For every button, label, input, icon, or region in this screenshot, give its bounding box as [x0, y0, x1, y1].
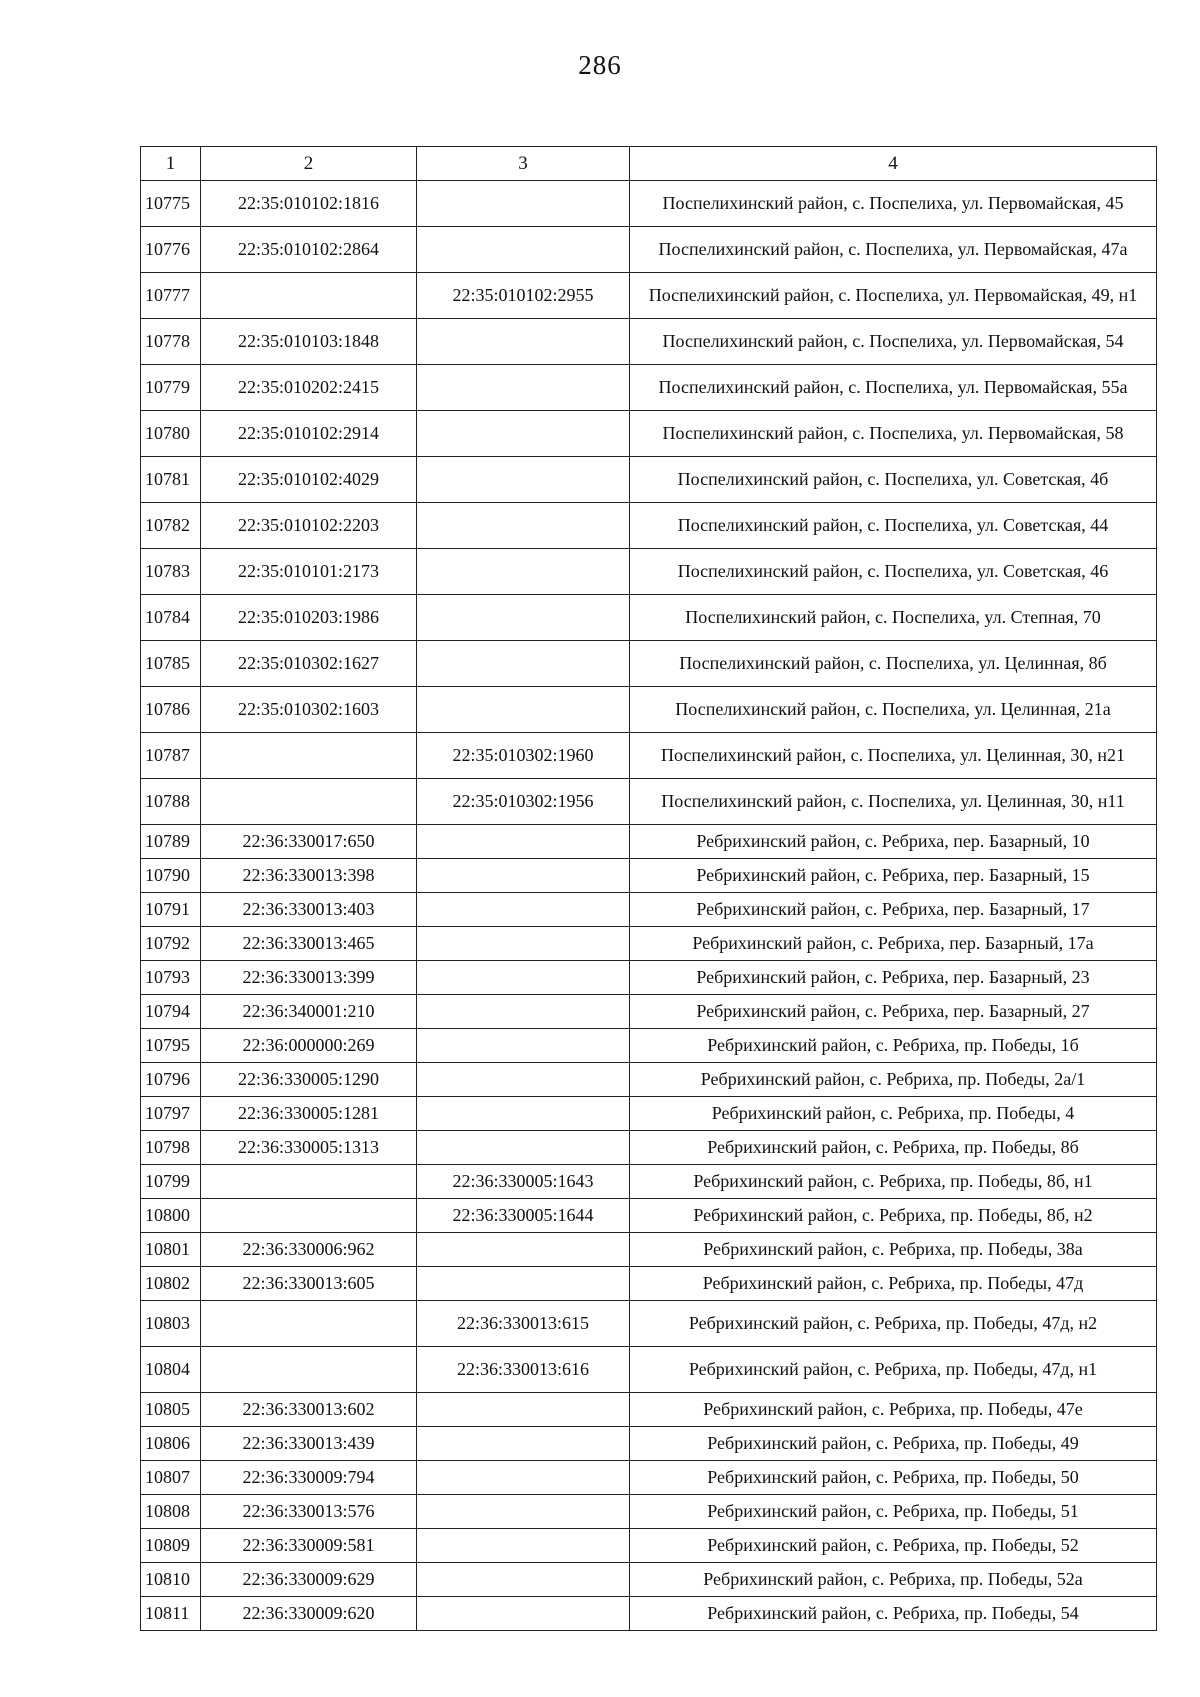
table-row	[141, 1529, 1157, 1563]
premises-cadastral-number-cell: 22:35:010302:1960	[417, 733, 630, 779]
cadastral-number-cell: 22:36:330013:602	[201, 1393, 417, 1427]
table-row	[141, 779, 1157, 825]
premises-cadastral-number-cell	[417, 319, 630, 365]
premises-cadastral-number-cell	[417, 503, 630, 549]
table-row	[141, 825, 1157, 859]
address-cell: Поспелихинский район, с. Поспелиха, ул. Целинная, 8б	[630, 641, 1157, 687]
row-number-cell: 10795	[141, 1029, 201, 1063]
table-row	[141, 1347, 1157, 1393]
cadastral-number-cell: 22:35:010102:2864	[201, 227, 417, 273]
premises-cadastral-number-cell	[417, 1131, 630, 1165]
table-row	[141, 927, 1157, 961]
row-number-cell: 10776	[141, 227, 201, 273]
table-row	[141, 1301, 1157, 1347]
address-cell: Поспелихинский район, с. Поспелиха, ул. Советская, 44	[630, 503, 1157, 549]
cadastral-number-cell: 22:35:010102:2914	[201, 411, 417, 457]
table-row	[141, 1165, 1157, 1199]
cadastral-number-cell: 22:35:010103:1848	[201, 319, 417, 365]
table-row	[141, 273, 1157, 319]
row-number-cell: 10785	[141, 641, 201, 687]
table-row	[141, 1563, 1157, 1597]
table-row	[141, 1131, 1157, 1165]
cadastral-number-cell	[201, 1301, 417, 1347]
row-number-cell: 10809	[141, 1529, 201, 1563]
table-row	[141, 365, 1157, 411]
premises-cadastral-number-cell	[417, 457, 630, 503]
row-number-cell: 10787	[141, 733, 201, 779]
premises-cadastral-number-cell	[417, 687, 630, 733]
address-cell: Поспелихинский район, с. Поспелиха, ул. Первомайская, 47а	[630, 227, 1157, 273]
address-cell: Ребрихинский район, с. Ребриха, пр. Победы, 4	[630, 1097, 1157, 1131]
row-number-cell: 10788	[141, 779, 201, 825]
row-number-cell: 10777	[141, 273, 201, 319]
column-header-4: 4	[630, 147, 1157, 181]
cadastral-number-cell: 22:35:010302:1603	[201, 687, 417, 733]
cadastral-number-cell: 22:36:330009:620	[201, 1597, 417, 1631]
cadastral-number-cell	[201, 273, 417, 319]
table-row	[141, 859, 1157, 893]
column-header-1: 1	[141, 147, 201, 181]
premises-cadastral-number-cell	[417, 1461, 630, 1495]
premises-cadastral-number-cell: 22:35:010302:1956	[417, 779, 630, 825]
row-number-cell: 10803	[141, 1301, 201, 1347]
address-cell: Ребрихинский район, с. Ребриха, пр. Победы, 47д	[630, 1267, 1157, 1301]
row-number-cell: 10790	[141, 859, 201, 893]
row-number-cell: 10808	[141, 1495, 201, 1529]
address-cell: Поспелихинский район, с. Поспелиха, ул. Первомайская, 55а	[630, 365, 1157, 411]
row-number-cell: 10797	[141, 1097, 201, 1131]
column-header-2: 2	[201, 147, 417, 181]
cadastral-number-cell: 22:36:330006:962	[201, 1233, 417, 1267]
address-cell: Ребрихинский район, с. Ребриха, пер. Базарный, 27	[630, 995, 1157, 1029]
row-number-cell: 10806	[141, 1427, 201, 1461]
row-number-cell: 10800	[141, 1199, 201, 1233]
row-number-cell: 10775	[141, 181, 201, 227]
premises-cadastral-number-cell	[417, 1427, 630, 1461]
cadastral-number-cell: 22:35:010102:4029	[201, 457, 417, 503]
address-cell: Поспелихинский район, с. Поспелиха, ул. Первомайская, 45	[630, 181, 1157, 227]
table-row	[141, 1495, 1157, 1529]
address-cell: Поспелихинский район, с. Поспелиха, ул. Первомайская, 58	[630, 411, 1157, 457]
row-number-cell: 10780	[141, 411, 201, 457]
address-cell: Ребрихинский район, с. Ребриха, пр. Победы, 2а/1	[630, 1063, 1157, 1097]
cadastral-number-cell	[201, 733, 417, 779]
table-row	[141, 995, 1157, 1029]
row-number-cell: 10805	[141, 1393, 201, 1427]
premises-cadastral-number-cell	[417, 1063, 630, 1097]
address-cell: Ребрихинский район, с. Ребриха, пр. Победы, 47д, н1	[630, 1347, 1157, 1393]
registry-table	[140, 146, 1157, 1631]
premises-cadastral-number-cell	[417, 1267, 630, 1301]
cadastral-number-cell: 22:36:330005:1281	[201, 1097, 417, 1131]
address-cell: Ребрихинский район, с. Ребриха, пр. Победы, 8б, н1	[630, 1165, 1157, 1199]
registry-table-body	[141, 147, 1157, 1631]
table-row	[141, 961, 1157, 995]
address-cell: Ребрихинский район, с. Ребриха, пр. Победы, 52	[630, 1529, 1157, 1563]
row-number-cell: 10791	[141, 893, 201, 927]
row-number-cell: 10798	[141, 1131, 201, 1165]
premises-cadastral-number-cell	[417, 181, 630, 227]
row-number-cell: 10801	[141, 1233, 201, 1267]
address-cell: Ребрихинский район, с. Ребриха, пр. Победы, 49	[630, 1427, 1157, 1461]
row-number-cell: 10786	[141, 687, 201, 733]
address-cell: Ребрихинский район, с. Ребриха, пр. Победы, 8б	[630, 1131, 1157, 1165]
table-row	[141, 503, 1157, 549]
cadastral-number-cell: 22:36:330013:576	[201, 1495, 417, 1529]
table-row	[141, 595, 1157, 641]
row-number-cell: 10782	[141, 503, 201, 549]
cadastral-number-cell: 22:36:340001:210	[201, 995, 417, 1029]
cadastral-number-cell: 22:35:010102:2203	[201, 503, 417, 549]
premises-cadastral-number-cell	[417, 1597, 630, 1631]
cadastral-number-cell: 22:35:010101:2173	[201, 549, 417, 595]
address-cell: Ребрихинский район, с. Ребриха, пр. Победы, 47е	[630, 1393, 1157, 1427]
address-cell: Поспелихинский район, с. Поспелиха, ул. Первомайская, 54	[630, 319, 1157, 365]
premises-cadastral-number-cell	[417, 893, 630, 927]
address-cell: Ребрихинский район, с. Ребриха, пер. Базарный, 17а	[630, 927, 1157, 961]
premises-cadastral-number-cell: 22:36:330005:1644	[417, 1199, 630, 1233]
table-row	[141, 1393, 1157, 1427]
cadastral-number-cell: 22:36:330009:794	[201, 1461, 417, 1495]
table-row	[141, 733, 1157, 779]
row-number-cell: 10796	[141, 1063, 201, 1097]
address-cell: Поспелихинский район, с. Поспелиха, ул. Целинная, 21а	[630, 687, 1157, 733]
row-number-cell: 10811	[141, 1597, 201, 1631]
row-number-cell: 10807	[141, 1461, 201, 1495]
row-number-cell: 10778	[141, 319, 201, 365]
cadastral-number-cell: 22:36:330013:465	[201, 927, 417, 961]
premises-cadastral-number-cell	[417, 549, 630, 595]
table-row	[141, 641, 1157, 687]
cadastral-number-cell: 22:36:330013:399	[201, 961, 417, 995]
table-header-row	[141, 147, 1157, 181]
cadastral-number-cell	[201, 1347, 417, 1393]
table-row	[141, 1199, 1157, 1233]
table-row	[141, 1461, 1157, 1495]
row-number-cell: 10794	[141, 995, 201, 1029]
column-header-3: 3	[417, 147, 630, 181]
cadastral-number-cell: 22:36:330005:1313	[201, 1131, 417, 1165]
premises-cadastral-number-cell	[417, 1393, 630, 1427]
table-row	[141, 1597, 1157, 1631]
table-row	[141, 319, 1157, 365]
premises-cadastral-number-cell	[417, 365, 630, 411]
premises-cadastral-number-cell	[417, 1563, 630, 1597]
premises-cadastral-number-cell	[417, 859, 630, 893]
cadastral-number-cell	[201, 1165, 417, 1199]
premises-cadastral-number-cell: 22:36:330013:615	[417, 1301, 630, 1347]
cadastral-number-cell: 22:36:000000:269	[201, 1029, 417, 1063]
address-cell: Ребрихинский район, с. Ребриха, пер. Базарный, 10	[630, 825, 1157, 859]
address-cell: Ребрихинский район, с. Ребриха, пр. Победы, 1б	[630, 1029, 1157, 1063]
premises-cadastral-number-cell	[417, 227, 630, 273]
premises-cadastral-number-cell	[417, 1495, 630, 1529]
address-cell: Ребрихинский район, с. Ребриха, пр. Победы, 50	[630, 1461, 1157, 1495]
cadastral-number-cell: 22:35:010102:1816	[201, 181, 417, 227]
cadastral-number-cell	[201, 1199, 417, 1233]
row-number-cell: 10781	[141, 457, 201, 503]
premises-cadastral-number-cell	[417, 1233, 630, 1267]
address-cell: Поспелихинский район, с. Поспелиха, ул. Первомайская, 49, н1	[630, 273, 1157, 319]
row-number-cell: 10789	[141, 825, 201, 859]
address-cell: Ребрихинский район, с. Ребриха, пр. Победы, 52а	[630, 1563, 1157, 1597]
cadastral-number-cell: 22:36:330013:439	[201, 1427, 417, 1461]
table-row	[141, 1267, 1157, 1301]
table-row	[141, 1029, 1157, 1063]
address-cell: Ребрихинский район, с. Ребриха, пр. Победы, 38а	[630, 1233, 1157, 1267]
premises-cadastral-number-cell: 22:36:330005:1643	[417, 1165, 630, 1199]
row-number-cell: 10779	[141, 365, 201, 411]
cadastral-number-cell: 22:36:330009:581	[201, 1529, 417, 1563]
row-number-cell: 10783	[141, 549, 201, 595]
premises-cadastral-number-cell	[417, 1097, 630, 1131]
address-cell: Ребрихинский район, с. Ребриха, пр. Победы, 51	[630, 1495, 1157, 1529]
cadastral-number-cell: 22:35:010302:1627	[201, 641, 417, 687]
premises-cadastral-number-cell	[417, 961, 630, 995]
cadastral-number-cell	[201, 779, 417, 825]
row-number-cell: 10810	[141, 1563, 201, 1597]
premises-cadastral-number-cell	[417, 595, 630, 641]
cadastral-number-cell: 22:35:010203:1986	[201, 595, 417, 641]
table-row	[141, 181, 1157, 227]
address-cell: Поспелихинский район, с. Поспелиха, ул. Целинная, 30, н21	[630, 733, 1157, 779]
address-cell: Ребрихинский район, с. Ребриха, пр. Победы, 8б, н2	[630, 1199, 1157, 1233]
row-number-cell: 10799	[141, 1165, 201, 1199]
table-row	[141, 687, 1157, 733]
address-cell: Ребрихинский район, с. Ребриха, пер. Базарный, 23	[630, 961, 1157, 995]
premises-cadastral-number-cell	[417, 825, 630, 859]
table-row	[141, 457, 1157, 503]
table-row	[141, 411, 1157, 457]
page-number: 286	[578, 50, 622, 80]
row-number-cell: 10804	[141, 1347, 201, 1393]
table-row	[141, 1427, 1157, 1461]
premises-cadastral-number-cell	[417, 411, 630, 457]
table-row	[141, 1097, 1157, 1131]
table-row	[141, 227, 1157, 273]
cadastral-number-cell: 22:36:330013:403	[201, 893, 417, 927]
premises-cadastral-number-cell: 22:35:010102:2955	[417, 273, 630, 319]
cadastral-number-cell: 22:36:330005:1290	[201, 1063, 417, 1097]
address-cell: Поспелихинский район, с. Поспелиха, ул. Советская, 4б	[630, 457, 1157, 503]
address-cell: Ребрихинский район, с. Ребриха, пер. Базарный, 17	[630, 893, 1157, 927]
premises-cadastral-number-cell	[417, 641, 630, 687]
premises-cadastral-number-cell: 22:36:330013:616	[417, 1347, 630, 1393]
premises-cadastral-number-cell	[417, 1029, 630, 1063]
address-cell: Ребрихинский район, с. Ребриха, пр. Победы, 47д, н2	[630, 1301, 1157, 1347]
address-cell: Ребрихинский район, с. Ребриха, пр. Победы, 54	[630, 1597, 1157, 1631]
table-row	[141, 893, 1157, 927]
address-cell: Ребрихинский район, с. Ребриха, пер. Базарный, 15	[630, 859, 1157, 893]
cadastral-number-cell: 22:36:330013:605	[201, 1267, 417, 1301]
address-cell: Поспелихинский район, с. Поспелиха, ул. Степная, 70	[630, 595, 1157, 641]
row-number-cell: 10793	[141, 961, 201, 995]
cadastral-number-cell: 22:36:330017:650	[201, 825, 417, 859]
address-cell: Поспелихинский район, с. Поспелиха, ул. Советская, 46	[630, 549, 1157, 595]
address-cell: Поспелихинский район, с. Поспелиха, ул. Целинная, 30, н11	[630, 779, 1157, 825]
row-number-cell: 10784	[141, 595, 201, 641]
cadastral-number-cell: 22:35:010202:2415	[201, 365, 417, 411]
cadastral-number-cell: 22:36:330009:629	[201, 1563, 417, 1597]
cadastral-number-cell: 22:36:330013:398	[201, 859, 417, 893]
row-number-cell: 10792	[141, 927, 201, 961]
table-row	[141, 1063, 1157, 1097]
premises-cadastral-number-cell	[417, 1529, 630, 1563]
premises-cadastral-number-cell	[417, 995, 630, 1029]
table-row	[141, 549, 1157, 595]
premises-cadastral-number-cell	[417, 927, 630, 961]
table-row	[141, 1233, 1157, 1267]
row-number-cell: 10802	[141, 1267, 201, 1301]
